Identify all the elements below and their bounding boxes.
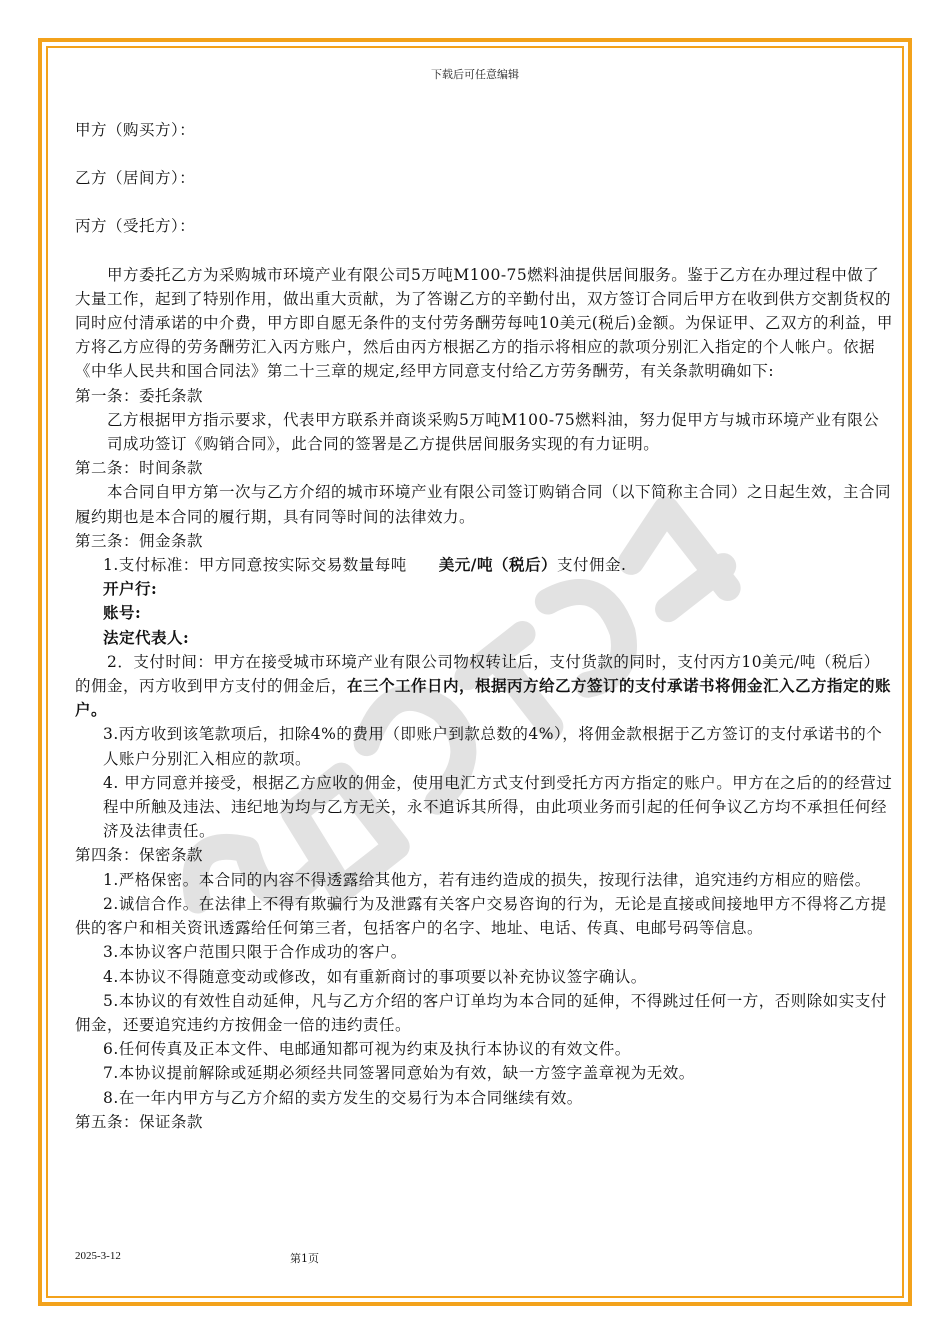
article-1-text: 乙方根据甲方指示要求，代表甲方联系并商谈采购5万吨M100-75燃料油，努力促甲方与城市环境产业有限公司成功签订《购销合同》，此合同的签署是乙方提供居间服务实现的有力证明。 bbox=[107, 410, 880, 454]
footer-page-number: 第1页 bbox=[290, 1252, 319, 1265]
bank-label: 开户行: bbox=[103, 579, 158, 599]
item-1-part-a: 1.支付标准：甲方同意按实际交易数量每吨 bbox=[103, 556, 407, 575]
article-4-item: 8.在一年内甲方与乙方介紹的卖方发生的交易行为本合同继续有效。 bbox=[103, 1088, 583, 1107]
party-a-line: 甲方（购买方）： bbox=[75, 121, 196, 139]
article-3-item-1 bbox=[75, 553, 893, 577]
article-1-body bbox=[75, 408, 893, 456]
article-4-item: 3.本协议客户范围只限于合作成功的客户。 bbox=[103, 943, 407, 962]
item-1-part-c: 支付佣金. bbox=[556, 556, 627, 575]
article-3-item-4: 4. 甲方同意并接受，根据乙方应收的佣金，使用电汇方式支付到受托方丙方指定的账户。甲方在之后的的经营过程中所触及违法、违纪地为均与乙方无关，永不追诉其所得，由此项业务而引起的任何争议乙方均不承担任何经济及法律责任。 bbox=[103, 773, 893, 841]
article-3-title: 第三条：佣金条款 bbox=[75, 531, 204, 550]
item-1-unit: 美元/吨（税后） bbox=[438, 555, 557, 575]
article-4-item: 1.严格保密。本合同的内容不得透露给其他方，若有违约造成的损失，按现行法律，追究违约方相应的赔偿。 bbox=[103, 870, 871, 889]
header-note: 下载后可任意编辑 bbox=[431, 68, 519, 81]
article-3-item-3: 3.丙方收到该笔款项后，扣除4%的费用（即账户到款总数的4%），将佣金款根据于乙方签订的支付承诺书的个人账户分别汇入相应的款项。 bbox=[103, 725, 883, 768]
item-2-text: 2．支付时间：甲方在接受城市环境产业有限公司物权转让后，支付货款的同时，支付丙方10美元/吨（税后）的佣金，丙方收到甲方支付的佣金后， bbox=[75, 652, 880, 696]
account-label: 账号: bbox=[103, 603, 142, 623]
article-4-title: 第四条：保密条款 bbox=[75, 846, 204, 865]
footer-date: 2025-3-12 bbox=[75, 1250, 121, 1262]
intro-paragraph: 甲方委托乙方为采购城市环境产业有限公司5万吨M100-75燃料油提供居间服务。鉴于乙方在办理过程中做了大量工作，起到了特别作用，做出重大贡献，为了答谢乙方的辛勤付出，双方签订合同后甲方在收到供方交割货权的同时应付清承诺的中介费，甲方即自愿无条件的支付劳务酬劳每吨10美元(税后)金额。为保证甲、乙双方的利益，甲方将乙方应得的劳务酬劳汇入丙方账户，然后由丙方根据乙方的指示将相应的款项分别汇入指定的个人帐户。依据《中华人民共和国合同法》第二十三章的规定,经甲方同意支付给乙方劳务酬劳，有关条款明确如下: bbox=[75, 265, 893, 381]
legal-rep-label: 法定代表人: bbox=[103, 627, 190, 647]
article-3-item-2 bbox=[75, 650, 893, 723]
article-4-item: 5.本协议的有效性自动延伸，凡与乙方介绍的客户订单均为本合同的延伸，不得跳过任何一方，否则除如实支付佣金，还要追究违约方按佣金一倍的违约责任。 bbox=[75, 991, 887, 1034]
item-2-bold-text: 在三个工作日内，根据丙方给乙方签订的支付承诺书将佣金汇入乙方指定的账户。 bbox=[75, 676, 892, 720]
article-4-item: 2.诚信合作。在法律上不得有欺骗行为及泄露有关客户交易咨询的行为，无论是直接或间接地甲方不得将乙方提供的客户和相关资讯透露给任何第三者，包括客户的名字、地址、电话、传真、电邮号码等信息。 bbox=[75, 894, 887, 938]
article-1-title: 第一条：委托条款 bbox=[75, 386, 204, 405]
article-2-body: 本合同自甲方第一次与乙方介绍的城市环境产业有限公司签订购销合同（以下简称主合同）之日起生效，主合同履约期也是本合同的履行期，具有同等时间的法律效力。 bbox=[75, 483, 892, 526]
article-4-item: 4.本协议不得随意变动或修改，如有重新商讨的事项要以补充协议签字确认。 bbox=[103, 967, 647, 986]
article-4-item: 7.本协议提前解除或延期必须经共同签署同意始为有效，缺一方签字盖章视为无效。 bbox=[103, 1064, 695, 1083]
article-2-title: 第二条：时间条款 bbox=[75, 459, 204, 478]
article-4-item: 6.任何传真及正本文件、电邮通知都可视为约束及执行本协议的有效文件。 bbox=[103, 1040, 631, 1059]
party-c-line: 丙方（受托方）： bbox=[75, 217, 196, 236]
party-b-line: 乙方（居间方）： bbox=[75, 169, 196, 188]
article-5-title: 第五条：保证条款 bbox=[75, 1112, 204, 1131]
contract-body bbox=[75, 118, 893, 1134]
